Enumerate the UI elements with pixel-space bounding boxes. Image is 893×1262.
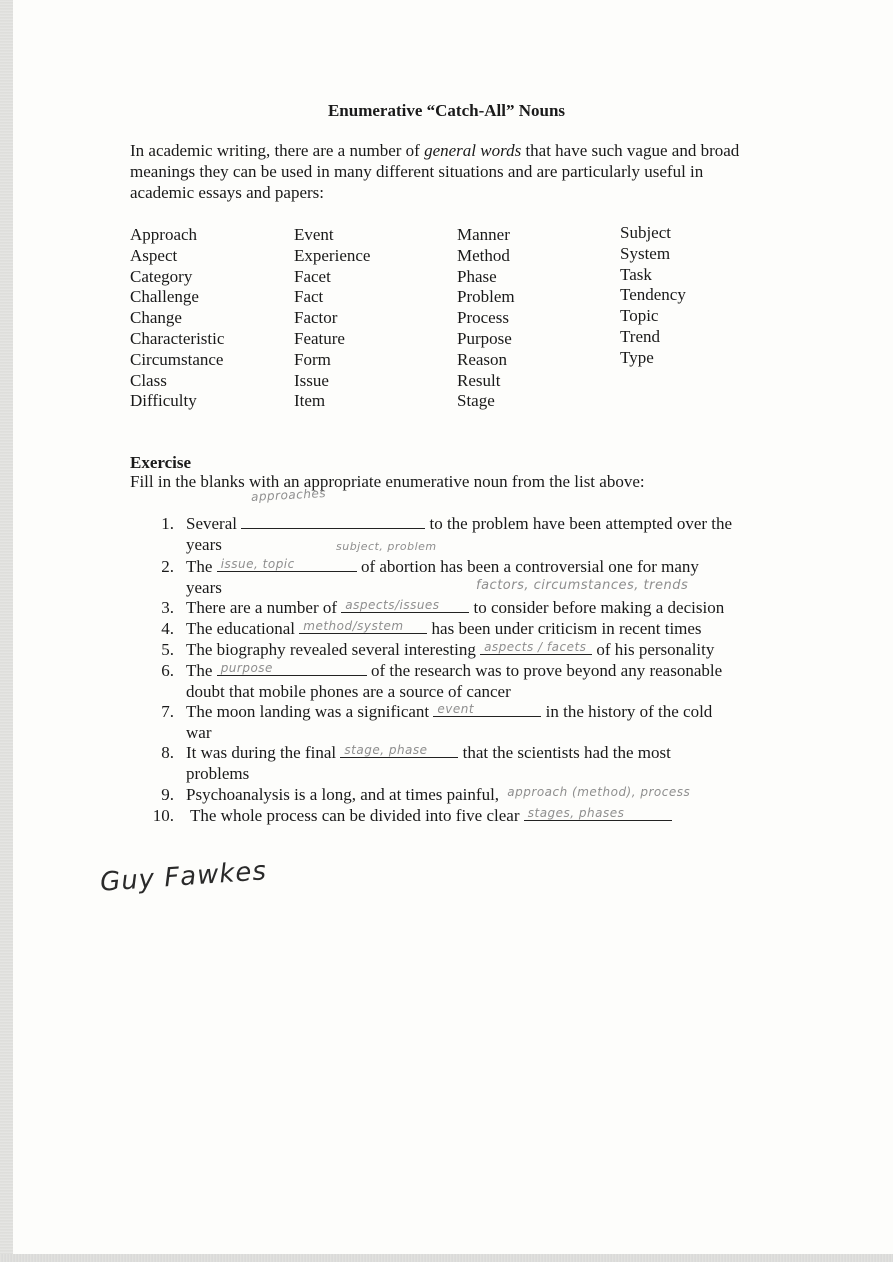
handwritten-answer: issue, topic: [220, 557, 295, 571]
word-item: Tendency: [620, 285, 686, 305]
word-item: Issue: [294, 370, 329, 390]
intro-emphasis: general words: [424, 141, 522, 160]
word-item: Circumstance: [130, 349, 224, 369]
word-column-4: [620, 223, 686, 369]
handwritten-answer: aspects / facets: [484, 640, 587, 654]
answer-blank[interactable]: [299, 618, 427, 634]
item-text-before: The biography revealed several interesting: [186, 640, 481, 659]
item-number: 8.: [161, 743, 174, 762]
handwritten-answer: purpose: [220, 661, 273, 675]
exercise-instruction: Fill in the blanks with an appropriate enumerative noun from the list above:: [130, 472, 645, 491]
item-text-line2: years: [186, 578, 222, 597]
answer-blank[interactable]: [433, 701, 541, 717]
word-item: Manner: [457, 225, 510, 244]
answer-blank[interactable]: [503, 784, 733, 800]
word-item: Experience: [294, 245, 371, 265]
intro-text-before: In academic writing, there are a number of: [130, 141, 425, 160]
word-item: Challenge: [130, 287, 199, 307]
word-item: Category: [130, 266, 193, 286]
item-text-before: Several: [186, 514, 242, 533]
item-text-before: The whole process can be divided into five clear: [190, 806, 524, 825]
item-text-after: to consider before making a decision: [469, 598, 725, 617]
page-title: Enumerative “Catch-All” Nouns: [327, 101, 566, 120]
word-item: Stage: [457, 391, 495, 411]
answer-blank[interactable]: [217, 660, 367, 676]
word-item: Form: [294, 349, 331, 369]
handwritten-answer: aspects/issues: [345, 598, 440, 612]
word-item: Facet: [294, 266, 331, 286]
word-item: Trend: [620, 326, 660, 346]
handwritten-answer: stages, phases: [527, 806, 625, 820]
word-item: Approach: [130, 225, 198, 244]
answer-blank[interactable]: [241, 486, 425, 529]
item-text-after: has been under criticism in recent times: [427, 619, 702, 638]
word-item: Class: [130, 370, 167, 390]
item-text-line2: problems: [186, 764, 250, 783]
word-column-3: [457, 225, 515, 412]
item-text-after: of abortion has been a controversial one for many: [356, 557, 699, 576]
word-item: Task: [620, 264, 652, 284]
item-number: 10.: [152, 806, 174, 825]
item-number: 3.: [161, 598, 174, 617]
item-text-after: that the scientists had the most: [458, 743, 671, 762]
word-item: Method: [457, 245, 510, 265]
exercise-heading: Exercise: [130, 453, 192, 472]
word-item: Characteristic: [130, 328, 225, 348]
handwritten-answer: method/system: [303, 619, 404, 633]
word-item: Topic: [620, 306, 659, 326]
word-item: Type: [620, 347, 654, 367]
handwritten-answer: event: [437, 702, 475, 716]
item-text-after: in the history of the cold: [541, 702, 713, 721]
intro-text-after: that have such vague and broad meanings they can be used in many different situations and are particularly useful in academic essays and papers:: [130, 141, 740, 202]
word-item: Fact: [294, 287, 324, 307]
item-text-after: to the problem have been attempted over the: [425, 514, 733, 533]
handwritten-signature: Guy Fawkes: [99, 856, 268, 898]
word-item: Result: [457, 370, 501, 390]
answer-blank[interactable]: [524, 805, 672, 821]
handwritten-answer: approach (method), process: [507, 785, 691, 799]
handwritten-margin-note: factors, circumstances, trends: [476, 578, 689, 593]
item-text-after: of his personality: [592, 640, 715, 659]
item-text-before: It was during the final: [186, 743, 341, 762]
item-text-line2: doubt that mobile phones are a source of cancer: [186, 682, 511, 701]
item-text-before: The: [186, 557, 217, 576]
item-text-before: The educational: [186, 619, 300, 638]
word-item: Change: [130, 308, 182, 328]
item-number: 1.: [161, 514, 174, 533]
word-item: Item: [294, 391, 326, 411]
answer-blank[interactable]: [341, 597, 469, 613]
word-item: Problem: [457, 287, 515, 307]
word-item: Phase: [457, 266, 497, 286]
item-text-before: The: [186, 661, 217, 680]
word-item: System: [620, 243, 671, 263]
item-number: 2.: [161, 557, 174, 576]
answer-blank[interactable]: [340, 742, 458, 758]
word-item: Feature: [294, 328, 345, 348]
item-text-before: The moon landing was a significant: [186, 702, 434, 721]
item-text-before: There are a number of: [186, 598, 342, 617]
item-number: 6.: [161, 661, 174, 680]
answer-blank[interactable]: [480, 639, 592, 655]
scan-edge-left: [0, 0, 13, 1262]
item-text-line2: war: [186, 723, 212, 742]
item-text-line2: years: [186, 535, 222, 554]
word-item: Factor: [294, 308, 338, 328]
word-item: Event: [294, 225, 334, 244]
word-item: Process: [457, 308, 509, 328]
item-text-before: Psychoanalysis is a long, and at times painful,: [186, 785, 504, 804]
item-text-after: of the research was to prove beyond any reasonable: [366, 661, 723, 680]
word-item: Subject: [620, 223, 671, 242]
word-item: Difficulty: [130, 391, 197, 411]
handwritten-answer: stage, phase: [344, 743, 428, 757]
item-number: 9.: [161, 785, 174, 804]
word-item: Aspect: [130, 245, 178, 265]
handwritten-answer: approaches: [250, 486, 327, 504]
word-item: Purpose: [457, 328, 512, 348]
word-column-1: [130, 225, 224, 412]
item-number: 5.: [161, 640, 174, 659]
word-column-2: [294, 225, 370, 412]
answer-blank[interactable]: [217, 556, 357, 572]
item-number: 4.: [161, 619, 174, 638]
item-number: 7.: [161, 702, 174, 721]
intro-paragraph: [130, 140, 760, 203]
word-item: Reason: [457, 349, 508, 369]
scan-edge-bottom: [0, 1254, 893, 1262]
handwritten-margin-note: subject, problem: [336, 540, 437, 553]
